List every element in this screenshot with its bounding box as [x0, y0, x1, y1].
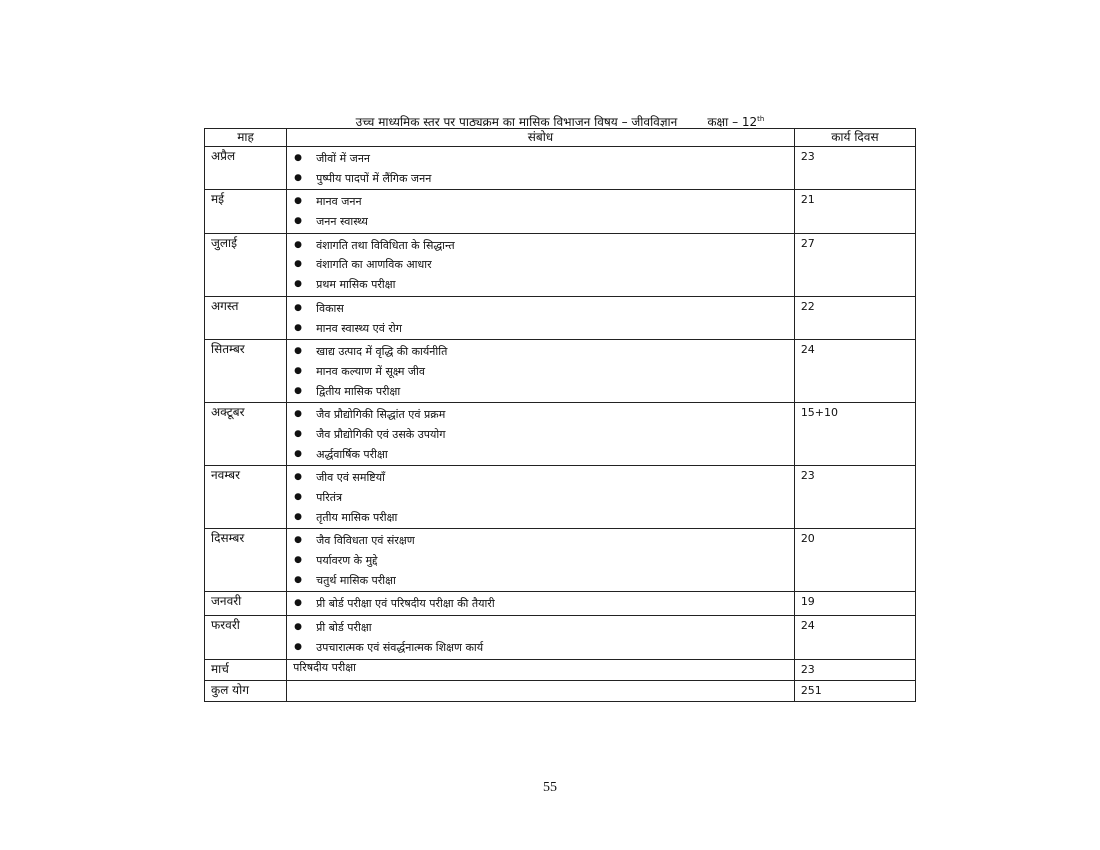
bullet-icon: ● — [294, 259, 302, 270]
month-cell: कुल योग — [205, 680, 287, 701]
bullet-icon: ● — [294, 196, 302, 207]
topic-item — [287, 594, 794, 614]
table-row — [205, 147, 916, 190]
topic-text: मानव स्वास्थ्य एवं रोग — [316, 321, 402, 335]
table-row — [205, 233, 916, 296]
table-row — [205, 403, 916, 466]
topic-text: विकास — [316, 301, 344, 315]
topics-cell — [287, 296, 795, 339]
topic-text: चतुर्थ मासिक परीक्षा — [316, 573, 396, 587]
table-row — [205, 592, 916, 616]
topic-item — [287, 319, 794, 339]
topic-list — [287, 616, 794, 658]
month-cell: नवम्बर — [205, 466, 287, 529]
bullet-icon: ● — [294, 448, 302, 459]
table-row — [205, 190, 916, 233]
heading-title: उच्च माध्यमिक स्तर पर पाठ्यक्रम का मासिक विभाजन विषय – जीवविज्ञान — [355, 115, 678, 129]
topic-list — [287, 190, 794, 232]
days-cell: 24 — [794, 340, 915, 403]
topic-text: जीवों में जनन — [316, 152, 371, 165]
topic-list — [287, 234, 794, 296]
topic-item — [287, 531, 794, 551]
topic-text: जीव एवं समष्टियाँ — [316, 471, 385, 485]
topics-cell — [287, 147, 795, 190]
month-cell: मई — [205, 190, 287, 233]
topic-item — [287, 342, 794, 362]
topics-cell — [287, 592, 795, 616]
bullet-icon: ● — [294, 346, 302, 357]
topics-cell — [287, 403, 795, 466]
month-cell: मार्च — [205, 659, 287, 680]
topic-item — [287, 571, 794, 591]
topic-text: प्री बोर्ड परीक्षा एवं परिषदीय परीक्षा की तैयारी — [316, 597, 495, 611]
topic-list — [287, 403, 794, 465]
bullet-icon: ● — [294, 153, 302, 163]
topic-item — [287, 425, 794, 445]
topic-text: मानव कल्याण में सूक्ष्म जीव — [316, 364, 426, 378]
topic-item — [287, 236, 794, 256]
topic-item — [287, 551, 794, 571]
bullet-icon: ● — [294, 574, 302, 585]
topic-item — [287, 468, 794, 488]
days-cell: 24 — [794, 616, 915, 659]
table-row — [205, 616, 916, 659]
topic-text: उपचारात्मक एवं संवर्द्धनात्मक शिक्षण कार्य — [316, 640, 484, 654]
topic-item — [287, 255, 794, 275]
bullet-icon: ● — [294, 279, 302, 290]
table-row — [205, 680, 916, 701]
month-cell: अगस्त — [205, 296, 287, 339]
table-row — [205, 466, 916, 529]
table-row — [205, 340, 916, 403]
topic-item — [287, 508, 794, 528]
topic-text: वंशागति का आणविक आधार — [316, 258, 432, 272]
topic-item — [287, 192, 794, 212]
month-cell: अक्टूबर — [205, 403, 287, 466]
topics-cell — [287, 340, 795, 403]
topics-cell — [287, 233, 795, 296]
syllabus-table — [204, 128, 916, 702]
table-header-row — [205, 129, 916, 147]
bullet-icon: ● — [294, 641, 302, 652]
table-row — [205, 296, 916, 339]
month-cell: सितम्बर — [205, 340, 287, 403]
days-cell: 15+10 — [794, 403, 915, 466]
topic-text: खाद्य उत्पाद में वृद्धि की कार्यनीति — [316, 345, 448, 359]
table-row — [205, 529, 916, 592]
bullet-icon: ● — [294, 385, 302, 396]
month-cell: फरवरी — [205, 616, 287, 659]
bullet-icon: ● — [294, 598, 302, 609]
bullet-icon: ● — [294, 511, 302, 522]
topics-cell — [287, 680, 795, 701]
topics-cell — [287, 190, 795, 233]
topic-list — [287, 466, 794, 528]
days-cell: 20 — [794, 529, 915, 592]
topic-list — [287, 297, 794, 339]
topic-text: प्रथम मासिक परीक्षा — [316, 278, 396, 292]
topic-item — [287, 638, 794, 658]
table-body — [205, 147, 916, 702]
topic-item — [287, 362, 794, 382]
topic-text: जैव प्रौद्योगिकी सिद्धांत एवं प्रक्रम — [316, 408, 446, 422]
topics-cell — [287, 529, 795, 592]
topic-text: परिषदीय परीक्षा — [293, 660, 356, 674]
month-cell: जुलाई — [205, 233, 287, 296]
topic-text: परितंत्र — [316, 491, 343, 504]
topics-cell — [287, 659, 795, 680]
bullet-icon: ● — [294, 322, 302, 333]
heading-class-suffix: th — [757, 115, 765, 123]
topic-item — [287, 618, 794, 638]
bullet-icon: ● — [294, 216, 302, 227]
topic-item — [287, 488, 794, 508]
month-cell: अप्रैल — [205, 147, 287, 190]
bullet-icon: ● — [294, 172, 302, 183]
topics-cell — [287, 616, 795, 659]
topic-item — [287, 212, 794, 232]
bullet-icon: ● — [294, 535, 302, 546]
topic-text: जैव प्रौद्योगिकी एवं उसके उपयोग — [316, 427, 446, 441]
topics-cell — [287, 466, 795, 529]
topic-list — [287, 340, 794, 402]
topic-text: वंशागति तथा विविधिता के सिद्धान्त — [316, 238, 455, 252]
days-cell: 23 — [794, 466, 915, 529]
page-number: 55 — [543, 780, 557, 795]
topic-item — [287, 299, 794, 319]
topic-list — [287, 147, 794, 189]
topic-text: जनन स्वास्थ्य — [316, 215, 368, 229]
header-topics: संबोध — [287, 129, 795, 147]
topic-item — [287, 405, 794, 425]
topic-list — [287, 592, 794, 615]
bullet-icon: ● — [294, 365, 302, 376]
topic-text: मानव जनन — [316, 195, 362, 209]
days-cell: 23 — [794, 659, 915, 680]
bullet-icon: ● — [294, 472, 302, 483]
topic-item — [287, 169, 794, 189]
bullet-icon: ● — [294, 622, 302, 633]
days-cell: 23 — [794, 147, 915, 190]
topic-text: पुष्पीय पादपों में लैंगिक जनन — [316, 171, 432, 185]
table-row — [205, 659, 916, 680]
days-cell: 27 — [794, 233, 915, 296]
month-cell: दिसम्बर — [205, 529, 287, 592]
topic-text: तृतीय मासिक परीक्षा — [316, 510, 398, 524]
days-cell: 22 — [794, 296, 915, 339]
header-days: कार्य दिवस — [794, 129, 915, 147]
topic-list — [287, 529, 794, 591]
topic-item — [287, 275, 794, 295]
topic-item — [287, 445, 794, 465]
header-month: माह — [205, 129, 287, 147]
days-cell: 251 — [794, 680, 915, 701]
bullet-icon: ● — [294, 492, 302, 502]
topic-text: जैव विविधता एवं संरक्षण — [316, 534, 415, 548]
month-cell: जनवरी — [205, 592, 287, 616]
topic-item — [287, 382, 794, 402]
topic-text: द्वितीय मासिक परीक्षा — [316, 384, 401, 398]
topic-text: पर्यावरण के मुद्दे — [316, 554, 378, 568]
bullet-icon: ● — [294, 302, 302, 313]
days-cell: 21 — [794, 190, 915, 233]
bullet-icon: ● — [294, 428, 302, 439]
topic-text: अर्द्धवार्षिक परीक्षा — [316, 447, 388, 461]
topic-item — [287, 149, 794, 169]
topic-text: प्री बोर्ड परीक्षा — [316, 621, 372, 635]
bullet-icon: ● — [294, 239, 302, 250]
heading-class: कक्षा – 12 — [707, 115, 758, 129]
bullet-icon: ● — [294, 555, 302, 566]
bullet-icon: ● — [294, 409, 302, 420]
days-cell: 19 — [794, 592, 915, 616]
